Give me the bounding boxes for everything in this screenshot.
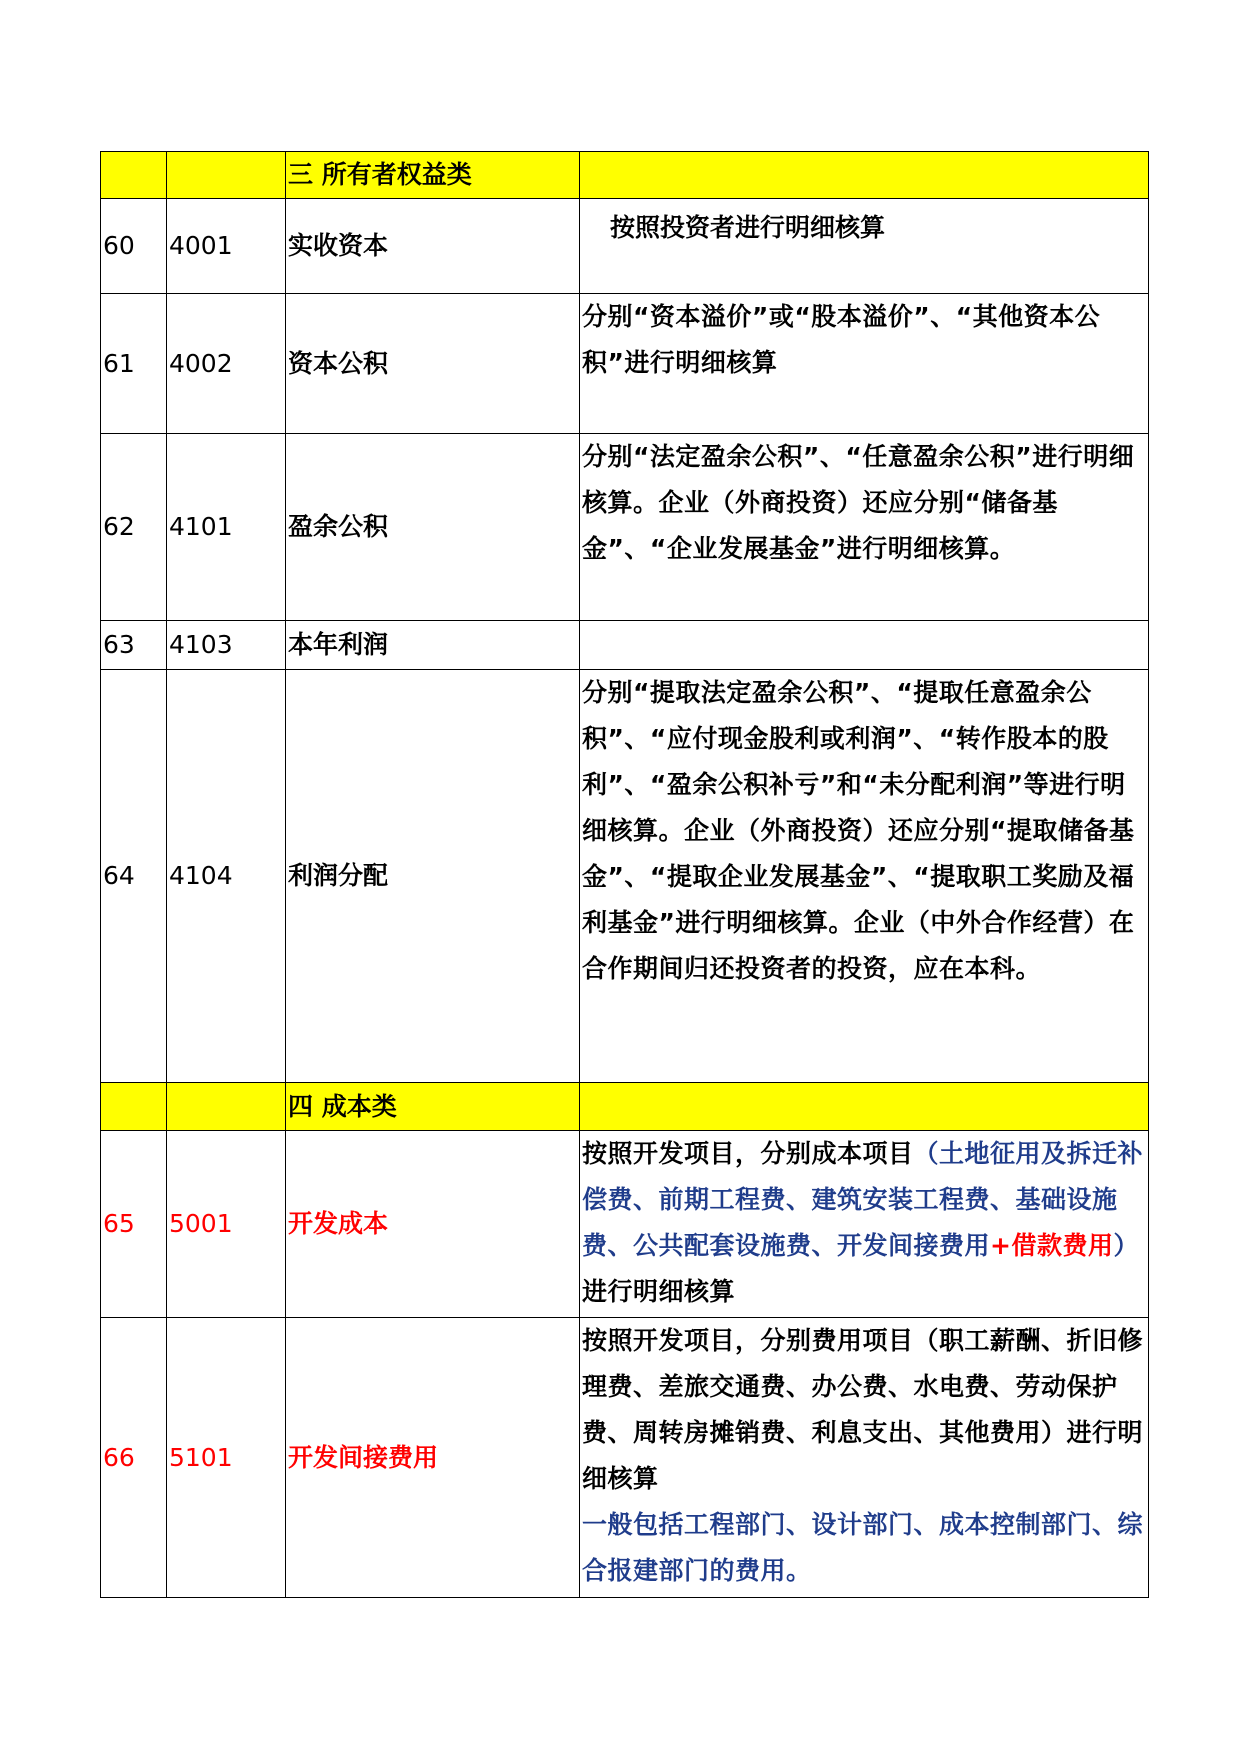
row-desc: 按照投资者进行明细核算: [580, 199, 1149, 294]
section-title: 四 成本类: [286, 1083, 580, 1131]
row-desc: 分别“提取法定盈余公积”、“提取任意盈余公积”、“应付现金股利或利润”、“转作股本的股利”、“盈余公积补亏”和“未分配利润”等进行明细核算。企业（外商投资）还应分别“提取储备基金”、“提取企业发展基金”、“提取职工奖励及福利基金”进行明细核算。企业（中外合作经营）在合作期间归还投资者的投资，应在本科。: [580, 670, 1149, 1083]
section-code-cell: [167, 1083, 286, 1131]
account-table: [100, 151, 1149, 1598]
row-code: 4104: [167, 670, 286, 1083]
row-no: 66: [101, 1318, 167, 1598]
row-name: 资本公积: [286, 294, 580, 434]
row-no: 60: [101, 199, 167, 294]
table-row: [101, 1318, 1149, 1598]
row-name: 开发成本: [286, 1131, 580, 1318]
row-name: 实收资本: [286, 199, 580, 294]
table-row: [101, 621, 1149, 670]
row-name: 开发间接费用: [286, 1318, 580, 1598]
table-row: [101, 199, 1149, 294]
row-desc: 分别“法定盈余公积”、“任意盈余公积”进行明细核算。企业（外商投资）还应分别“储备基金”、“企业发展基金”进行明细核算。: [580, 434, 1149, 621]
desc-text-end: 进行明细核算: [582, 1277, 736, 1306]
desc-cost-items: （土地征用及拆迁补偿费、前期工程费、建筑安装工程费、基础设施费、公共配套设施费、开发间接费用: [582, 1139, 1144, 1260]
row-name: 盈余公积: [286, 434, 580, 621]
section-no-cell: [101, 152, 167, 199]
table-row: [101, 1131, 1149, 1318]
row-no: 65: [101, 1131, 167, 1318]
section-desc-cell: [580, 1083, 1149, 1131]
row-code: 4101: [167, 434, 286, 621]
section-row-equity: [101, 152, 1149, 199]
desc-bracket: ）: [1113, 1231, 1139, 1260]
desc-text: 按照开发项目，分别成本项目: [582, 1139, 914, 1168]
section-desc-cell: [580, 152, 1149, 199]
row-no: 61: [101, 294, 167, 434]
row-code: 4103: [167, 621, 286, 670]
row-no: 63: [101, 621, 167, 670]
desc-note: 一般包括工程部门、设计部门、成本控制部门、综合报建部门的费用。: [582, 1510, 1144, 1585]
row-code: 4002: [167, 294, 286, 434]
section-code-cell: [167, 152, 286, 199]
row-name: 利润分配: [286, 670, 580, 1083]
desc-borrowing-cost: +借款费用: [990, 1231, 1114, 1260]
row-desc: 分别“资本溢价”或“股本溢价”、“其他资本公积”进行明细核算: [580, 294, 1149, 434]
desc-text: 按照开发项目，分别费用项目（职工薪酬、折旧修理费、差旅交通费、办公费、水电费、劳动保护费、周转房摊销费、利息支出、其他费用）进行明细核算: [582, 1326, 1144, 1493]
row-code: 4001: [167, 199, 286, 294]
section-title: 三 所有者权益类: [286, 152, 580, 199]
row-name: 本年利润: [286, 621, 580, 670]
row-no: 64: [101, 670, 167, 1083]
row-desc: [580, 621, 1149, 670]
row-desc: [580, 1318, 1149, 1598]
row-desc: [580, 1131, 1149, 1318]
table-row: [101, 434, 1149, 621]
table-row: [101, 294, 1149, 434]
row-no: 62: [101, 434, 167, 621]
table-row: [101, 670, 1149, 1083]
row-code: 5001: [167, 1131, 286, 1318]
section-row-cost: [101, 1083, 1149, 1131]
section-no-cell: [101, 1083, 167, 1131]
row-code: 5101: [167, 1318, 286, 1598]
